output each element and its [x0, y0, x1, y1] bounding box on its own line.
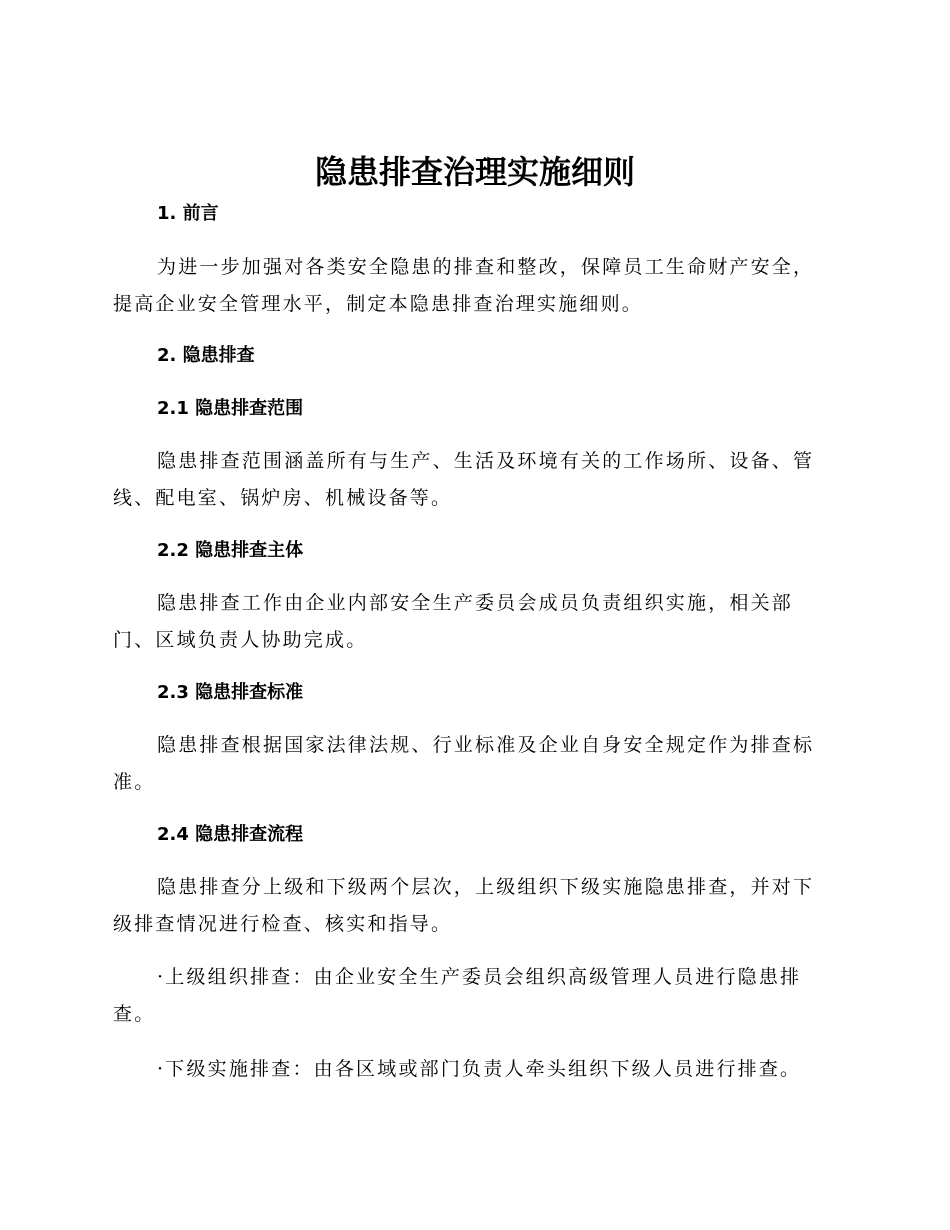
list-item: ·上级组织排查：由企业安全生产委员会组织高级管理人员进行隐患排查。 [113, 966, 802, 1025]
section-2-heading: 2. 隐患排查 [157, 345, 255, 366]
section-1-paragraph: 为进一步加强对各类安全隐患的排查和整改，保障员工生命财产安全，提高企业安全管理水平，制定本隐患排查治理实施细则。 [113, 256, 815, 315]
section-2-1-paragraph: 隐患排查范围涵盖所有与生产、生活及环境有关的工作场所、设备、管线、配电室、锅炉房、机械设备等。 [113, 450, 815, 509]
section-2-3-paragraph: 隐患排查根据国家法律法规、行业标准及企业自身安全规定作为排查标准。 [113, 734, 815, 793]
section-2-2-heading: 2.2 隐患排查主体 [157, 540, 304, 561]
section-2-4-paragraph: 隐患排查分上级和下级两个层次，上级组织下级实施隐患排查，并对下级排查情况进行检查、核实和指导。 [113, 876, 815, 935]
section-2-4-heading: 2.4 隐患排查流程 [157, 824, 304, 845]
list-item: ·下级实施排查：由各区域或部门负责人牵头组织下级人员进行排查。 [157, 1058, 802, 1080]
section-2-3-heading: 2.3 隐患排查标准 [157, 682, 304, 703]
section-2-1-heading: 2.1 隐患排查范围 [157, 398, 304, 419]
section-2-2-paragraph: 隐患排查工作由企业内部安全生产委员会成员负责组织实施，相关部门、区域负责人协助完成。 [113, 592, 794, 651]
document-title: 隐患排查治理实施细则 [314, 153, 635, 191]
section-1-heading: 1. 前言 [157, 203, 219, 224]
